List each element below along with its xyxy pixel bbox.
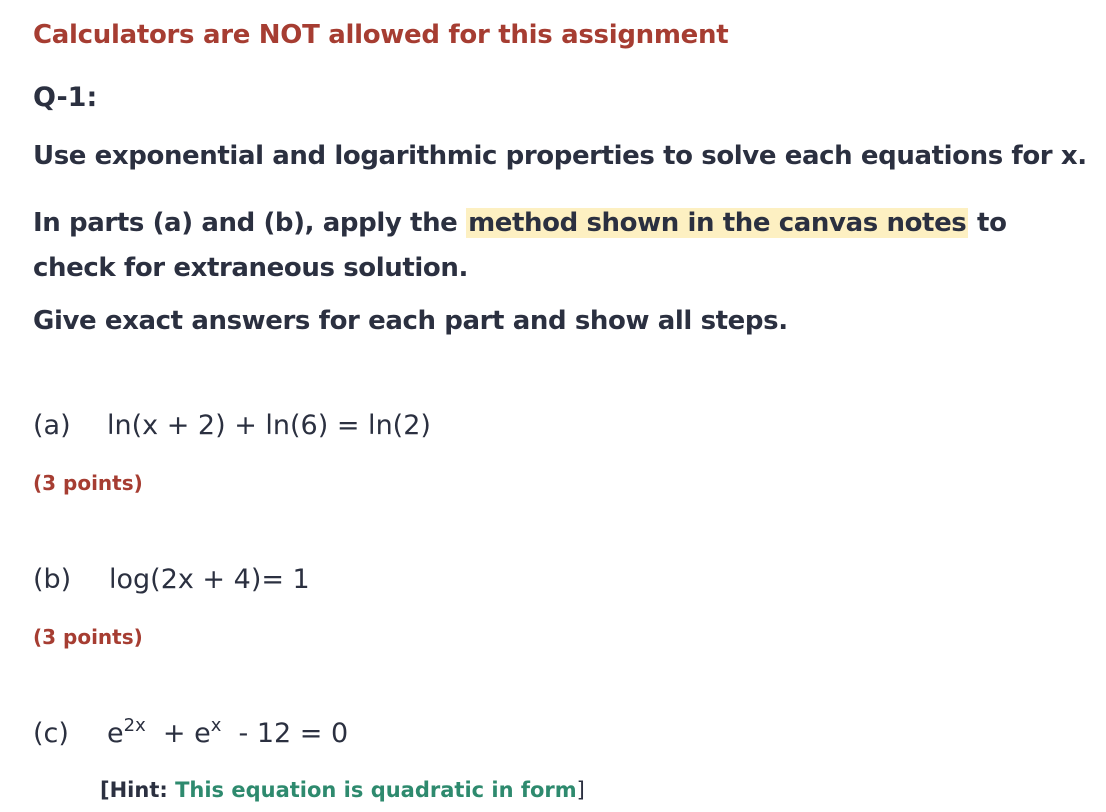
part-a-label: (a) — [33, 410, 71, 441]
part-b — [33, 564, 310, 595]
part-a-points: (3 points) — [33, 471, 143, 495]
hint-body: This equation is quadratic in form — [175, 778, 577, 802]
part-c-exponent1: 2x — [123, 715, 146, 736]
hint-close: ] — [576, 778, 585, 802]
part-b-equation: log(2x + 4)= 1 — [109, 564, 310, 595]
part-c-hint — [100, 778, 585, 802]
instruction-extraneous-after: to check for extraneous solution. — [33, 208, 1007, 283]
part-c-label: (c) — [33, 718, 69, 749]
part-c — [33, 715, 349, 749]
instruction-extraneous — [33, 201, 1073, 291]
canvas-notes-highlight: method shown in the canvas notes — [468, 208, 967, 238]
part-c-equation — [107, 715, 349, 749]
part-b-points: (3 points) — [33, 625, 143, 649]
part-a — [33, 410, 431, 441]
instruction-solve: Use exponential and logarithmic properties to solve each equations for x. — [33, 141, 1087, 171]
part-c-end: - 12 = 0 — [221, 718, 349, 749]
part-a-equation: ln(x + 2) + ln(6) = ln(2) — [107, 410, 431, 441]
part-c-middle: + e — [145, 718, 211, 749]
question-label: Q-1: — [33, 82, 98, 113]
calculator-warning: Calculators are NOT allowed for this assignment — [33, 20, 729, 50]
part-c-base1: e — [107, 718, 124, 749]
hint-open: [Hint: — [100, 778, 176, 802]
instruction-extraneous-before: In parts (a) and (b), apply the — [33, 208, 467, 238]
part-c-exponent2: x — [210, 715, 222, 736]
instruction-exact-answers: Give exact answers for each part and show all steps. — [33, 306, 788, 336]
part-b-label: (b) — [33, 564, 72, 595]
